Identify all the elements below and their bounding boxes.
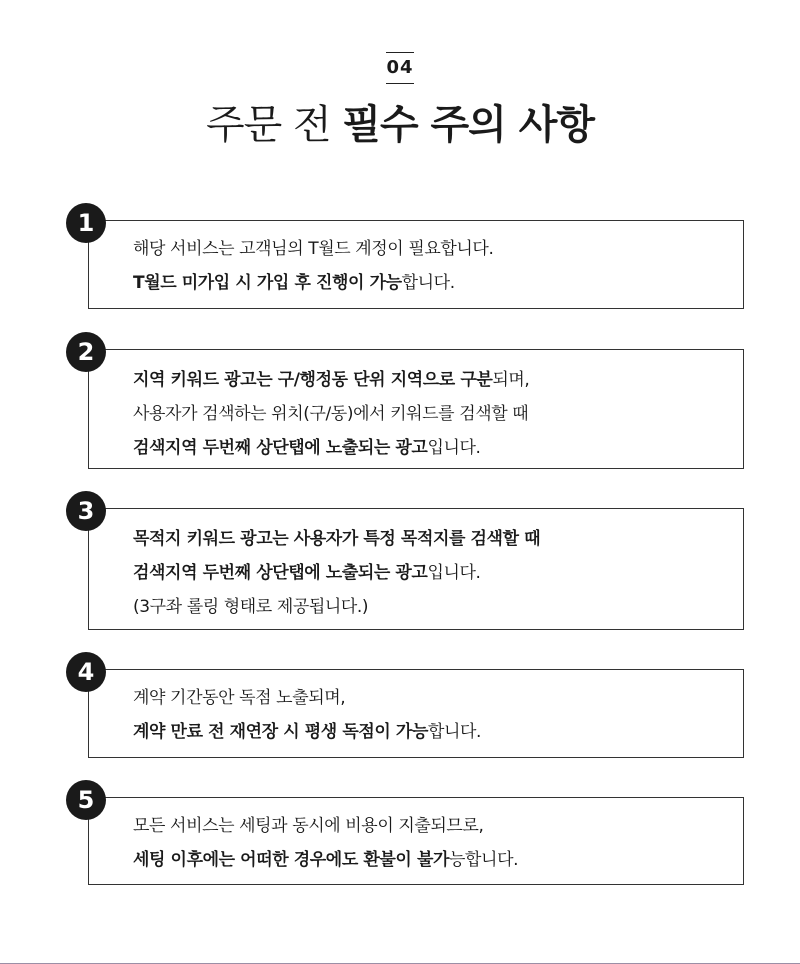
notice-line: 모든 서비스는 세팅과 동시에 비용이 지출되므로, (133, 816, 484, 836)
notice-line: 사용자가 검색하는 위치(구/동)에서 키워드를 검색할 때 (133, 404, 529, 424)
notice-line (133, 431, 727, 465)
notice-emphasis: 검색지역 두번째 상단탭에 노출되는 광고 (133, 563, 428, 583)
notice-card-5 (77, 786, 744, 885)
notice-number-badge: 1 (66, 203, 106, 243)
notice-line (133, 843, 727, 877)
notice-line (133, 556, 727, 590)
notice-text: 입니다. (427, 438, 481, 458)
notice-card-3 (77, 497, 744, 630)
notice-text: 입니다. (427, 563, 481, 583)
page-title-bold: 필수 주의 사항 (342, 102, 595, 148)
notice-emphasis: 검색지역 두번째 상단탭에 노출되는 광고 (133, 438, 428, 458)
notice-line: (3구좌 롤링 형태로 제공됩니다.) (133, 597, 369, 617)
notice-number-badge: 5 (66, 780, 106, 820)
notice-text: 합니다. (401, 273, 455, 293)
notice-emphasis: 목적지 키워드 광고는 사용자가 특정 목적지를 검색할 때 (133, 529, 541, 549)
notice-emphasis: T월드 미가입 시 가입 후 진행이 가능 (133, 273, 402, 293)
notice-card-2 (77, 338, 744, 469)
notice-number-badge: 3 (66, 491, 106, 531)
notice-emphasis: 계약 만료 전 재연장 시 평생 독점이 가능 (133, 722, 428, 742)
notice-emphasis: 지역 키워드 광고는 구/행정동 단위 지역으로 구분 (133, 370, 493, 390)
notice-text: 되며, (492, 370, 530, 390)
notice-number-badge: 4 (66, 652, 106, 692)
notice-text: 능합니다. (449, 850, 519, 870)
notice-line: 계약 기간동안 독점 노출되며, (133, 688, 346, 708)
section-number (0, 52, 800, 84)
notice-emphasis: 세팅 이후에는 어떠한 경우에도 환불이 불가 (133, 850, 449, 870)
notice-line (133, 522, 727, 556)
section-number-label: 04 (386, 52, 413, 84)
notice-text: 합니다. (427, 722, 482, 742)
notice-line (133, 363, 727, 397)
page-title-light: 주문 전 (205, 102, 343, 148)
notice-card-4 (77, 658, 744, 758)
notice-card-1 (77, 209, 744, 309)
notice-line (133, 715, 727, 749)
notice-line: 해당 서비스는 고객님의 T월드 계정이 필요합니다. (133, 239, 494, 259)
notice-number-badge: 2 (66, 332, 106, 372)
page-title (0, 96, 800, 154)
notice-line (133, 266, 727, 300)
